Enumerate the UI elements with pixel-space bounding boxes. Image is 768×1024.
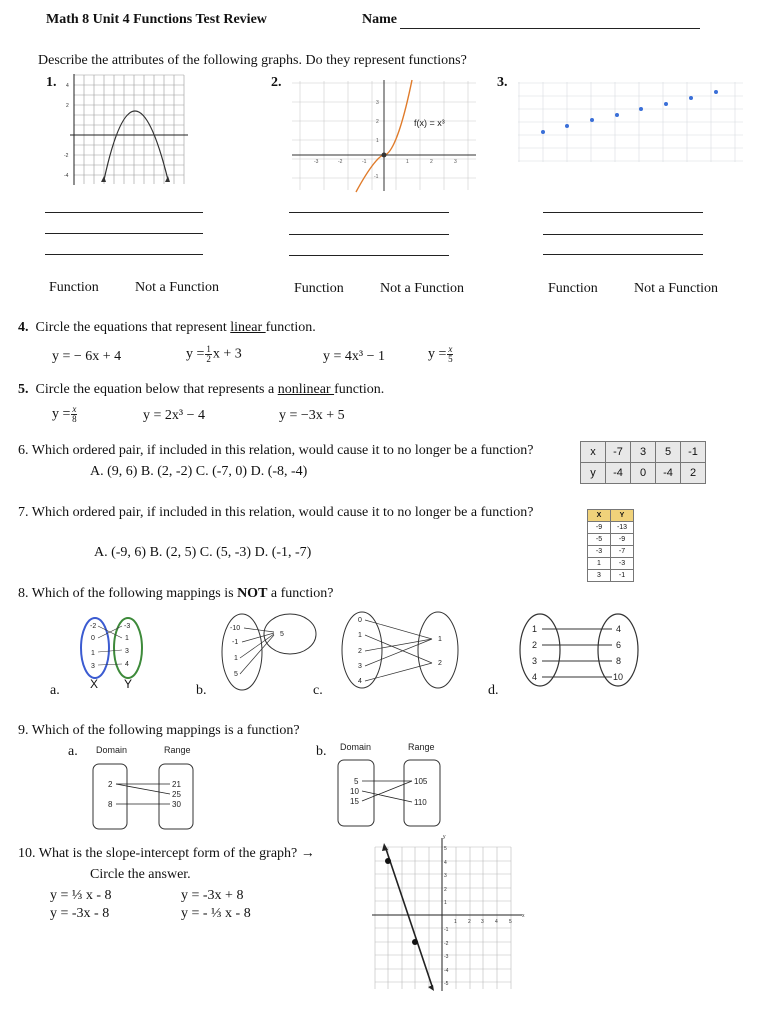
q5-equation-1[interactable]: y = $\frac{x}{8}$: [52, 404, 77, 424]
graph-1-choice-function[interactable]: Function: [49, 280, 99, 295]
q8-mapping-d[interactable]: [518, 612, 643, 692]
svg-text:2: 2: [430, 159, 433, 165]
svg-text:-2: -2: [338, 159, 343, 165]
q10-choice-1[interactable]: y = ⅓ x - 8: [50, 888, 112, 903]
graph-2-function-label: f(x) = x³: [414, 118, 445, 128]
svg-text:3: 3: [91, 663, 95, 670]
svg-text:2: 2: [438, 660, 442, 667]
svg-text:3: 3: [481, 919, 484, 925]
svg-text:1: 1: [438, 636, 442, 643]
svg-text:Y: Y: [124, 677, 133, 690]
svg-text:2: 2: [444, 887, 447, 893]
svg-text:-4: -4: [64, 173, 69, 179]
answer-line[interactable]: [543, 254, 703, 255]
graph-2-choice-function[interactable]: Function: [294, 281, 344, 296]
graph-1-choice-not-function[interactable]: Not a Function: [135, 280, 219, 295]
svg-text:8: 8: [616, 656, 622, 666]
svg-text:4: 4: [358, 678, 362, 685]
q4-equation-4[interactable]: y = $\frac{x}{5}$: [428, 344, 453, 364]
answer-line[interactable]: [543, 234, 703, 235]
svg-text:4: 4: [532, 672, 538, 682]
question-8-prompt: 8. Which of the following mappings is NOT a function?: [18, 586, 334, 601]
svg-text:2: 2: [468, 919, 471, 925]
question-7-prompt: 7. Which ordered pair, if included in this relation, would cause it to no longer be a function?: [18, 505, 534, 520]
svg-text:Range: Range: [164, 745, 191, 755]
q8-mapping-a[interactable]: [75, 610, 155, 690]
question-10-prompt: 10. What is the slope-intercept form of the graph? →: [18, 846, 315, 861]
intro-text: Describe the attributes of the following graphs. Do they represent functions?: [38, 53, 467, 68]
svg-text:10: 10: [350, 787, 359, 796]
svg-text:25: 25: [172, 790, 181, 799]
graph-3-points: [518, 82, 743, 164]
graph-2-choice-not-function[interactable]: Not a Function: [380, 281, 464, 296]
svg-text:2: 2: [532, 640, 538, 650]
svg-text:3: 3: [454, 159, 457, 165]
graph-1-number: 1.: [46, 75, 57, 90]
svg-text:105: 105: [414, 777, 428, 786]
svg-text:5: 5: [280, 631, 284, 638]
svg-text:x: x: [522, 913, 525, 919]
svg-text:0: 0: [91, 635, 95, 642]
svg-text:-1: -1: [362, 159, 367, 165]
q9-label-a: a.: [68, 744, 78, 759]
q9-mapping-b[interactable]: [334, 738, 446, 830]
svg-text:1: 1: [358, 632, 362, 639]
svg-text:2: 2: [66, 103, 69, 109]
question-6-options[interactable]: A. (9, 6) B. (2, -2) C. (-7, 0) D. (-8, -4): [90, 464, 308, 479]
svg-text:-3: -3: [314, 159, 319, 165]
q8-label-c: c.: [313, 683, 323, 698]
q5-equation-3[interactable]: y = −3x + 5: [279, 408, 345, 423]
svg-text:1: 1: [234, 655, 238, 662]
q9-mapping-a[interactable]: [88, 742, 203, 834]
q10-choice-4[interactable]: y = - ⅓ x - 8: [181, 906, 251, 921]
svg-text:1: 1: [532, 624, 538, 634]
question-4-prompt: 4. Circle the equations that represent linear function.: [18, 320, 316, 335]
answer-line[interactable]: [45, 233, 203, 234]
graph-3-number: 3.: [497, 75, 508, 90]
q8-mapping-b[interactable]: [218, 610, 323, 695]
q8-label-b: b.: [196, 683, 207, 698]
svg-text:4: 4: [66, 83, 69, 89]
svg-text:2: 2: [376, 119, 379, 125]
svg-text:2: 2: [108, 780, 113, 789]
svg-text:-2: -2: [444, 941, 449, 947]
svg-text:-2: -2: [90, 623, 97, 630]
name-label: Name: [362, 12, 397, 27]
svg-text:-1: -1: [374, 174, 379, 180]
svg-text:5: 5: [234, 671, 238, 678]
svg-text:4: 4: [616, 624, 622, 634]
svg-text:1: 1: [444, 900, 447, 906]
svg-text:21: 21: [172, 780, 181, 789]
graph-3-choice-not-function[interactable]: Not a Function: [634, 281, 718, 296]
svg-text:110: 110: [414, 798, 427, 807]
svg-text:-3: -3: [124, 623, 131, 630]
graph-3-choice-function[interactable]: Function: [548, 281, 598, 296]
graph-2-number: 2.: [271, 75, 282, 90]
answer-line[interactable]: [289, 255, 449, 256]
svg-text:5: 5: [354, 777, 359, 786]
svg-text:-5: -5: [444, 981, 449, 987]
svg-text:y: y: [443, 834, 446, 840]
svg-text:4: 4: [495, 919, 498, 925]
answer-line[interactable]: [543, 212, 703, 213]
svg-text:4: 4: [125, 661, 129, 668]
q8-label-d: d.: [488, 683, 499, 698]
question-7-options[interactable]: A. (-9, 6) B. (2, 5) C. (5, -3) D. (-1, -7): [94, 545, 312, 560]
graph-1-parabola: [60, 72, 195, 187]
question-6-prompt: 6. Which ordered pair, if included in this relation, would cause it to no longer be a function?: [18, 443, 534, 458]
question-5-prompt: 5. Circle the equation below that represents a nonlinear function.: [18, 382, 385, 397]
svg-text:1: 1: [454, 919, 457, 925]
svg-text:-3: -3: [444, 954, 449, 960]
svg-text:8: 8: [108, 800, 113, 809]
q8-label-a: a.: [50, 683, 60, 698]
question-9-prompt: 9. Which of the following mappings is a function?: [18, 723, 300, 738]
answer-line[interactable]: [45, 212, 203, 213]
svg-text:5: 5: [509, 919, 512, 925]
svg-text:2: 2: [358, 648, 362, 655]
svg-text:Domain: Domain: [340, 742, 372, 752]
question-10-instruction: Circle the answer.: [90, 867, 191, 882]
svg-text:3: 3: [125, 648, 129, 655]
page-title: Math 8 Unit 4 Functions Test Review: [46, 12, 267, 27]
svg-text:Range: Range: [408, 742, 435, 752]
answer-line[interactable]: [45, 254, 203, 255]
q5-equation-2[interactable]: y = 2x³ − 4: [143, 408, 205, 423]
q4-equation-3[interactable]: y = 4x³ − 1: [323, 349, 385, 364]
graph-2-cubic: [290, 78, 478, 193]
svg-text:3: 3: [532, 656, 538, 666]
svg-text:1: 1: [91, 650, 95, 657]
svg-text:-1: -1: [232, 639, 239, 646]
q7-relation-table: X Y -9 -13 -5 -9 -3 -7 1 -3 3 -1: [587, 509, 634, 582]
svg-text:Domain: Domain: [96, 745, 128, 755]
answer-line[interactable]: [289, 234, 449, 235]
q4-equation-2[interactable]: y = $\frac{1}{2}$ x + 3: [186, 344, 242, 364]
svg-text:-4: -4: [444, 968, 449, 974]
svg-text:-10: -10: [230, 625, 241, 632]
svg-text:3: 3: [376, 100, 379, 106]
svg-text:X: X: [90, 677, 99, 690]
q4-equation-1[interactable]: y = − 6x + 4: [52, 349, 122, 364]
q10-choice-2[interactable]: y = -3x + 8: [181, 888, 244, 903]
svg-text:3: 3: [358, 663, 362, 670]
svg-text:30: 30: [172, 800, 181, 809]
svg-text:5: 5: [444, 846, 447, 852]
svg-text:10: 10: [613, 672, 624, 682]
svg-text:6: 6: [616, 640, 622, 650]
svg-text:4: 4: [444, 860, 447, 866]
svg-text:-2: -2: [64, 153, 69, 159]
svg-text:1: 1: [376, 138, 379, 144]
name-line[interactable]: [400, 28, 700, 29]
svg-text:15: 15: [350, 797, 359, 806]
answer-line[interactable]: [289, 212, 449, 213]
svg-text:1: 1: [406, 159, 409, 165]
q10-choice-3[interactable]: y = -3x - 8: [50, 906, 110, 921]
q6-relation-table: x -7 3 5 -1 y -4 0 -4 2: [580, 441, 706, 484]
q10-line-graph: [370, 834, 530, 994]
svg-text:1: 1: [125, 635, 129, 642]
svg-text:3: 3: [444, 873, 447, 879]
q9-label-b: b.: [316, 744, 327, 759]
svg-text:0: 0: [358, 617, 362, 624]
svg-text:-1: -1: [444, 927, 449, 933]
q8-mapping-c[interactable]: [338, 610, 463, 692]
